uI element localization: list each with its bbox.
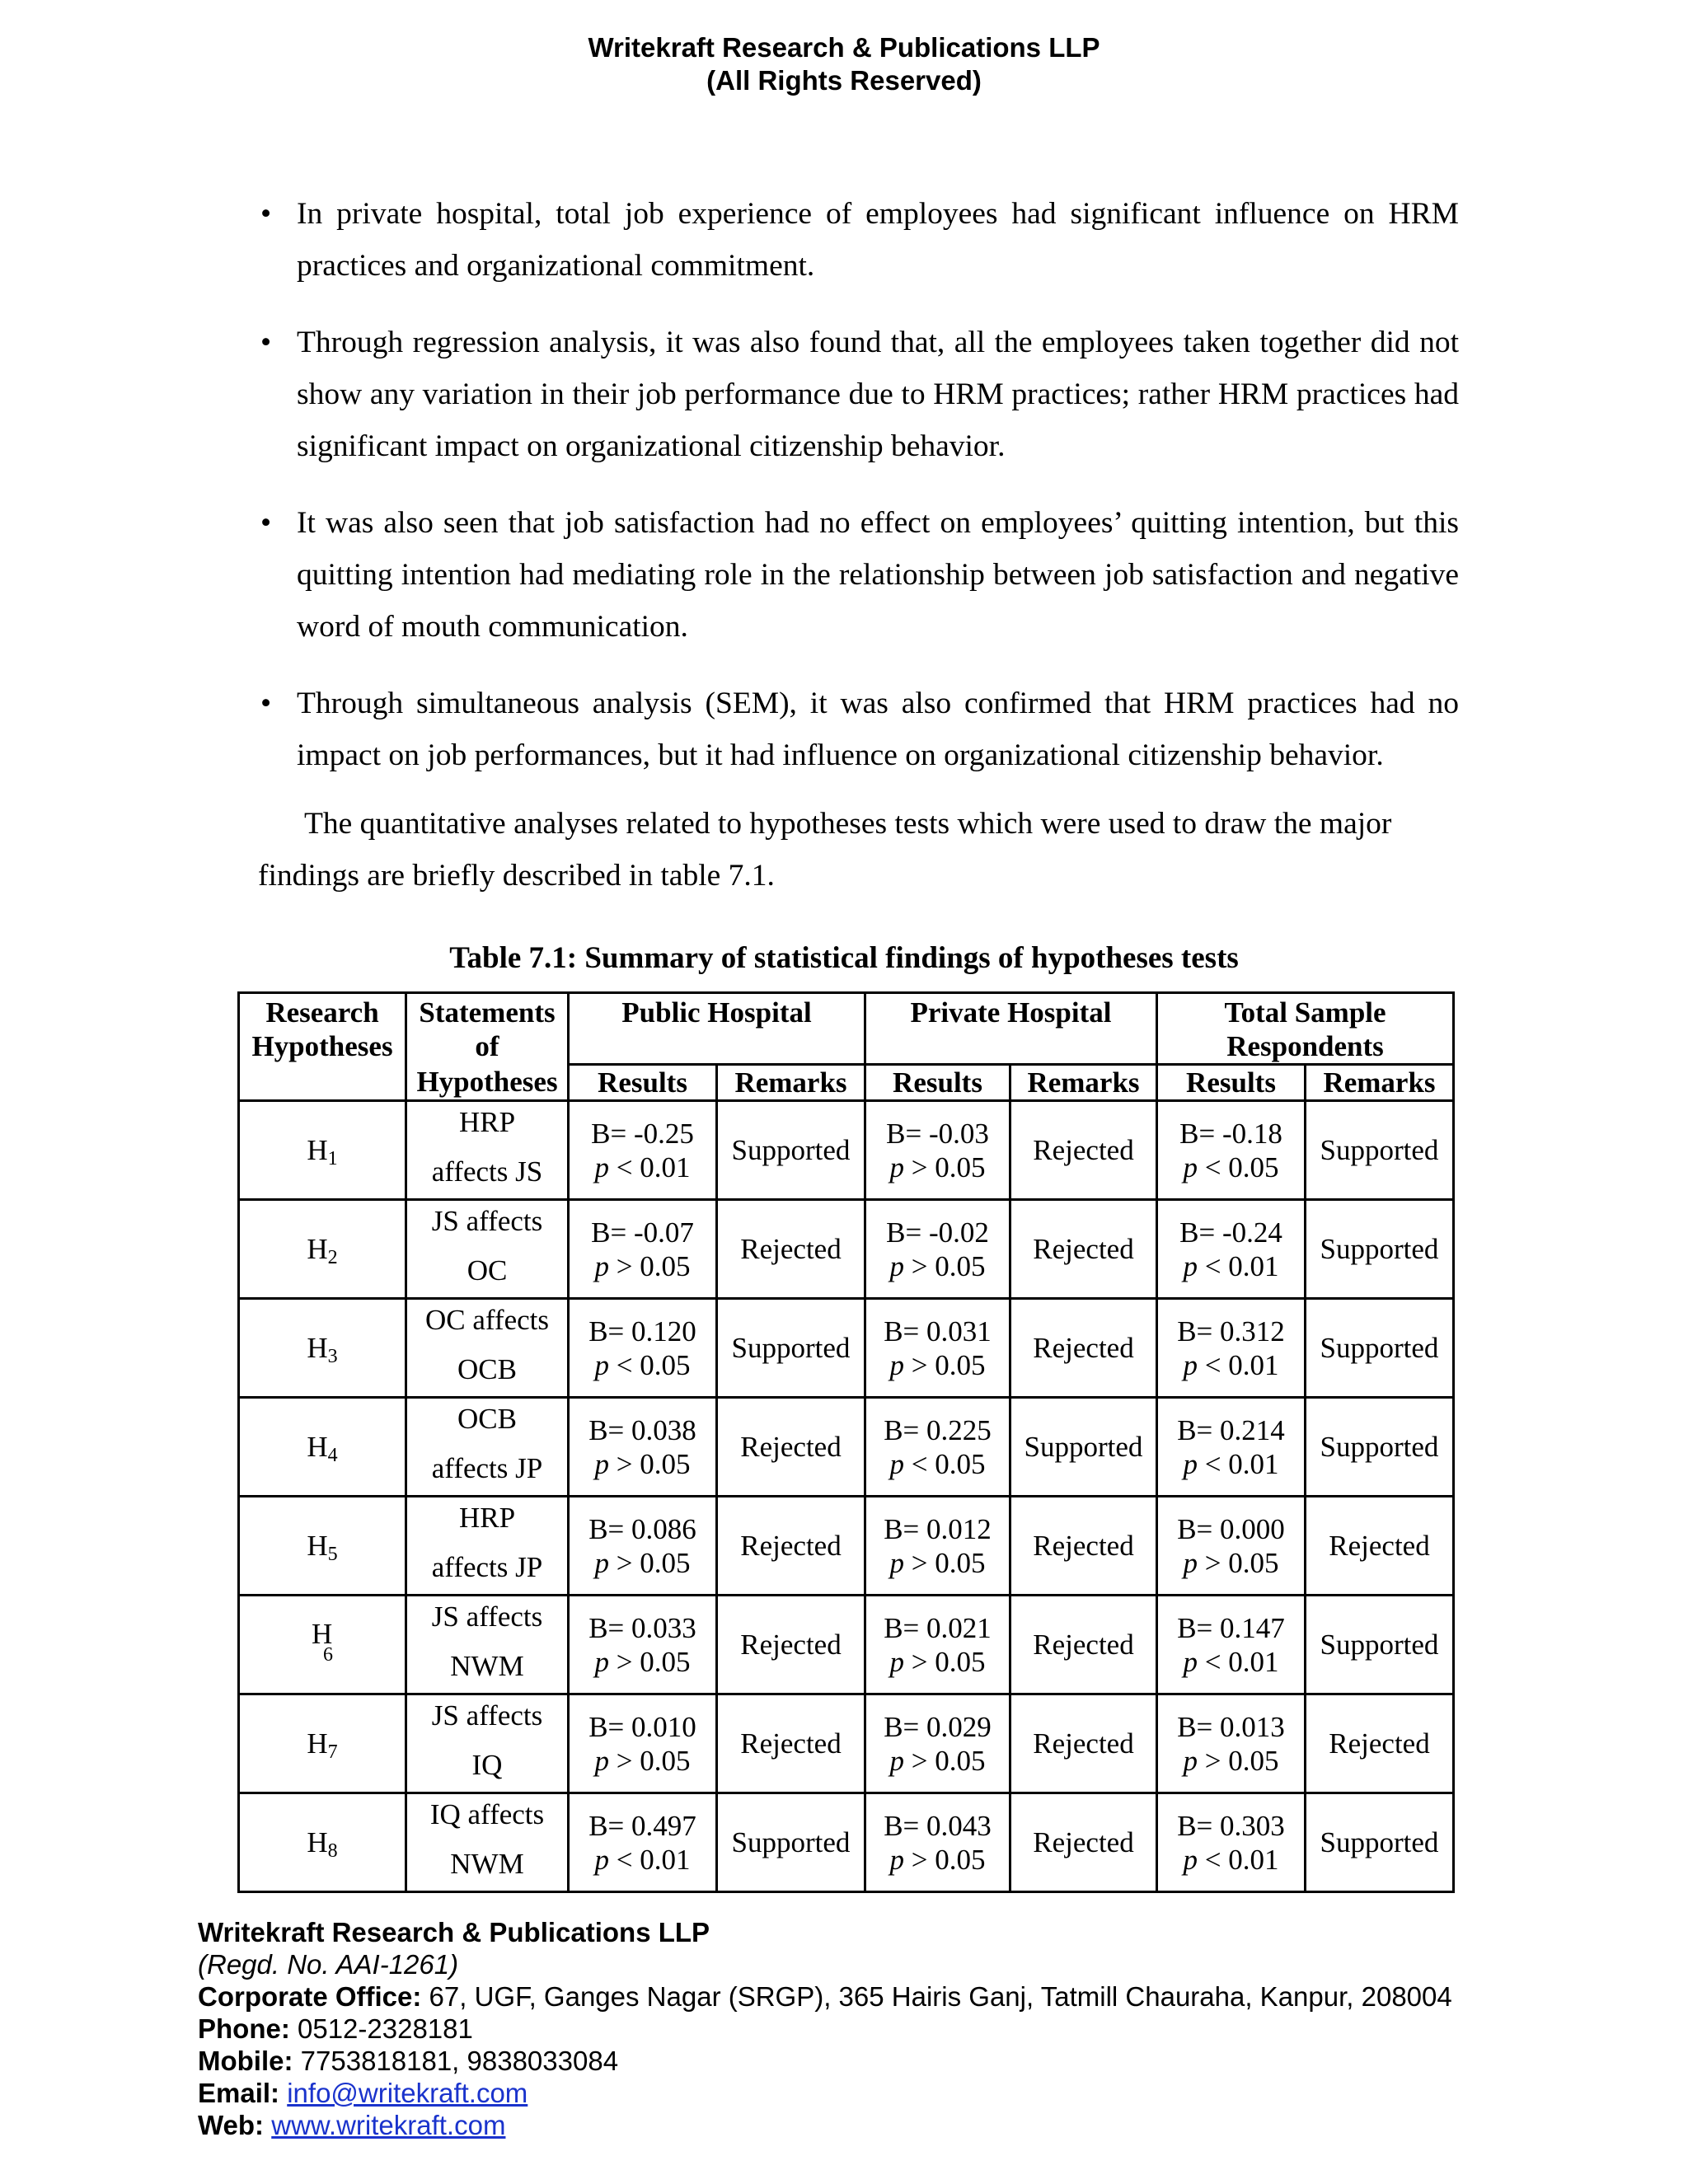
result-cell — [569, 1497, 717, 1596]
hypothesis-cell — [239, 1398, 406, 1497]
statement-cell: OCB affects JP — [406, 1398, 569, 1497]
remark-cell: Supported — [1306, 1200, 1454, 1299]
result-cell — [865, 1497, 1010, 1596]
table-row — [239, 1497, 1454, 1596]
result-cell — [1157, 1200, 1306, 1299]
result-cell — [865, 1596, 1010, 1694]
result-cell — [1157, 1793, 1306, 1892]
header-results: Results — [569, 1065, 717, 1101]
p-value: p > 0.05 — [594, 1447, 691, 1480]
header-private-hospital: Private Hospital — [865, 993, 1157, 1065]
result-cell — [1157, 1398, 1306, 1497]
page-footer — [198, 1916, 1665, 2141]
statement-cell: JS affects NWM — [406, 1596, 569, 1694]
result-cell — [1157, 1694, 1306, 1793]
findings-bullet-list — [260, 188, 1459, 799]
p-value: p < 0.01 — [594, 1843, 691, 1876]
hypothesis-cell — [239, 1694, 406, 1793]
remark-cell: Supported — [1306, 1101, 1454, 1200]
footer-company: Writekraft Research & Publications LLP — [198, 1917, 710, 1947]
result-cell — [569, 1596, 717, 1694]
remark-cell: Rejected — [1010, 1299, 1157, 1398]
p-value: p > 0.05 — [889, 1744, 986, 1777]
p-value: p > 0.05 — [594, 1546, 691, 1579]
page-header — [0, 31, 1688, 97]
bullet-text: Through simultaneous analysis (SEM), it was also confirmed that HRM practices had no impact on job performances, but it had influence on organizational citizenship behavior. — [297, 687, 1459, 772]
header-remarks: Remarks — [717, 1065, 865, 1101]
result-cell — [1157, 1596, 1306, 1694]
header-company: Writekraft Research & Publications LLP — [588, 32, 1100, 63]
remark-cell: Rejected — [1010, 1497, 1157, 1596]
header-remarks: Remarks — [1306, 1065, 1454, 1101]
p-value: p > 0.05 — [1183, 1744, 1279, 1777]
beta-value: B= -0.25 — [591, 1117, 694, 1150]
header-hypotheses: Hypotheses — [406, 1065, 569, 1101]
p-value: p > 0.05 — [889, 1348, 986, 1381]
footer-phone: 0512-2328181 — [289, 2013, 473, 2044]
beta-value: B= 0.303 — [1177, 1809, 1285, 1842]
result-cell — [569, 1200, 717, 1299]
beta-value: B= -0.24 — [1179, 1216, 1282, 1249]
bullet-icon: • — [260, 687, 272, 720]
table-row — [239, 1101, 1454, 1200]
hypothesis-id: $H_3$ — [307, 1332, 338, 1367]
table-row — [239, 1596, 1454, 1694]
header-remarks: Remarks — [1010, 1065, 1157, 1101]
beta-value: B= 0.021 — [884, 1611, 992, 1644]
beta-value: B= 0.497 — [588, 1809, 696, 1842]
header-results: Results — [1157, 1065, 1306, 1101]
header-results: Results — [865, 1065, 1010, 1101]
beta-value: B= -0.02 — [886, 1216, 989, 1249]
bullet-item — [260, 316, 1459, 472]
table-row — [239, 1299, 1454, 1398]
beta-value: B= 0.086 — [588, 1512, 696, 1545]
p-value: p > 0.05 — [889, 1843, 986, 1876]
beta-value: B= 0.312 — [1177, 1315, 1285, 1347]
result-cell — [1157, 1497, 1306, 1596]
header-research-hypotheses: Research Hypotheses — [239, 993, 406, 1065]
remark-cell: Rejected — [717, 1497, 865, 1596]
p-value: p < 0.01 — [594, 1151, 691, 1183]
footer-web-label: Web: — [198, 2110, 265, 2140]
p-value: p < 0.01 — [1183, 1447, 1279, 1480]
remark-cell: Supported — [1306, 1596, 1454, 1694]
beta-value: B= 0.214 — [1177, 1413, 1285, 1446]
bullet-text: Through regression analysis, it was also found that, all the employees taken together did not show any variation in their job performance due to HRM practices; rather HRM practices had significant impact on organizational citizenship behavior. — [297, 326, 1459, 463]
bullet-text: In private hospital, total job experience of employees had significant influence on HRM practices and organizational commitment. — [297, 197, 1459, 283]
footer-web-link[interactable]: www.writekraft.com — [271, 2110, 506, 2140]
p-value: p < 0.01 — [1183, 1348, 1279, 1381]
beta-value: B= 0.010 — [588, 1710, 696, 1743]
bullet-item — [260, 188, 1459, 292]
footer-registration: (Regd. No. AAI-1261) — [198, 1949, 459, 1980]
beta-value: B= 0.033 — [588, 1611, 696, 1644]
hypothesis-id: $H_5$ — [307, 1530, 338, 1565]
hypothesis-id: $H_8$ — [307, 1826, 338, 1862]
result-cell — [569, 1398, 717, 1497]
result-cell — [865, 1793, 1010, 1892]
p-value: p < 0.05 — [889, 1447, 986, 1480]
beta-value: B= 0.029 — [884, 1710, 992, 1743]
hypothesis-id: H 6 — [312, 1617, 333, 1666]
result-cell — [865, 1398, 1010, 1497]
beta-value: B= 0.013 — [1177, 1710, 1285, 1743]
hypothesis-id: $H_1$ — [307, 1134, 338, 1169]
result-cell — [865, 1299, 1010, 1398]
header-rights: (All Rights Reserved) — [706, 65, 982, 96]
bullet-item — [260, 677, 1459, 781]
p-value: p > 0.05 — [594, 1249, 691, 1282]
p-value: p < 0.05 — [594, 1348, 691, 1381]
hypothesis-cell — [239, 1596, 406, 1694]
p-value: p < 0.05 — [1183, 1151, 1279, 1183]
p-value: p < 0.01 — [1183, 1645, 1279, 1678]
table-body — [239, 1101, 1454, 1892]
p-value: p > 0.05 — [594, 1645, 691, 1678]
result-cell — [569, 1101, 717, 1200]
beta-value: B= -0.03 — [886, 1117, 989, 1150]
table-caption: Table 7.1: Summary of statistical findings of hypotheses tests — [449, 941, 1239, 975]
beta-value: B= 0.225 — [884, 1413, 992, 1446]
beta-value: B= 0.043 — [884, 1809, 992, 1842]
remark-cell: Supported — [717, 1793, 865, 1892]
header-research-continued — [239, 1065, 406, 1101]
bullet-icon: • — [260, 197, 272, 231]
hypothesis-id: $H_4$ — [307, 1431, 338, 1466]
result-cell — [865, 1101, 1010, 1200]
remark-cell: Supported — [1306, 1398, 1454, 1497]
remark-cell: Rejected — [717, 1694, 865, 1793]
remark-cell: Rejected — [717, 1596, 865, 1694]
p-value: p > 0.05 — [889, 1249, 986, 1282]
result-cell — [865, 1694, 1010, 1793]
statement-cell: IQ affects NWM — [406, 1793, 569, 1892]
p-value: p < 0.01 — [1183, 1843, 1279, 1876]
remark-cell: Rejected — [717, 1398, 865, 1497]
table-row — [239, 1398, 1454, 1497]
result-cell — [1157, 1101, 1306, 1200]
bullet-item — [260, 497, 1459, 653]
footer-email-label: Email: — [198, 2078, 280, 2108]
statement-cell: HRP affects JS — [406, 1101, 569, 1200]
remark-cell: Rejected — [1010, 1200, 1157, 1299]
paragraph-text: The quantitative analyses related to hypotheses tests which were used to draw the major findings are briefly described in table 7.1. — [258, 807, 1392, 893]
remark-cell: Rejected — [1010, 1596, 1157, 1694]
p-value: p > 0.05 — [889, 1645, 986, 1678]
p-value: p < 0.01 — [1183, 1249, 1279, 1282]
remark-cell: Supported — [1306, 1299, 1454, 1398]
table-row — [239, 1694, 1454, 1793]
hypothesis-cell — [239, 1793, 406, 1892]
hypothesis-id: $H_2$ — [307, 1233, 338, 1268]
result-cell — [865, 1200, 1010, 1299]
remark-cell: Rejected — [1010, 1101, 1157, 1200]
bullet-icon: • — [260, 506, 272, 540]
statement-cell: JS affects IQ — [406, 1694, 569, 1793]
hypothesis-id: $H_7$ — [307, 1727, 338, 1763]
remark-cell: Rejected — [1010, 1793, 1157, 1892]
footer-office-label: Corporate Office: — [198, 1981, 422, 2012]
beta-value: B= -0.07 — [591, 1216, 694, 1249]
footer-phone-label: Phone: — [198, 2013, 290, 2044]
hypothesis-cell — [239, 1299, 406, 1398]
footer-email-link[interactable]: info@writekraft.com — [287, 2078, 528, 2108]
beta-value: B= -0.18 — [1179, 1117, 1282, 1150]
remark-cell: Rejected — [1306, 1497, 1454, 1596]
hypotheses-table — [237, 991, 1455, 1893]
table-row — [239, 1200, 1454, 1299]
p-value: p > 0.05 — [1183, 1546, 1279, 1579]
remark-cell: Supported — [717, 1299, 865, 1398]
remark-cell: Supported — [1306, 1793, 1454, 1892]
beta-value: B= 0.000 — [1177, 1512, 1285, 1545]
result-cell — [569, 1299, 717, 1398]
result-cell — [569, 1694, 717, 1793]
p-value: p > 0.05 — [889, 1546, 986, 1579]
statement-cell: OC affects OCB — [406, 1299, 569, 1398]
hypothesis-cell — [239, 1497, 406, 1596]
remark-cell: Supported — [1010, 1398, 1157, 1497]
footer-mobile-label: Mobile: — [198, 2046, 293, 2076]
bullet-icon: • — [260, 326, 272, 359]
result-cell — [569, 1793, 717, 1892]
beta-value: B= 0.038 — [588, 1413, 696, 1446]
footer-mobile: 7753818181, 9838033084 — [293, 2046, 619, 2076]
header-public-hospital: Public Hospital — [569, 993, 865, 1065]
bullet-text: It was also seen that job satisfaction had no effect on employees’ quitting intention, but this quitting intention had mediating role in the relationship between job satisfaction and negative word of mouth communication. — [297, 506, 1459, 644]
remark-cell: Rejected — [717, 1200, 865, 1299]
table-row — [239, 1793, 1454, 1892]
statement-cell: JS affects OC — [406, 1200, 569, 1299]
footer-office: 67, UGF, Ganges Nagar (SRGP), 365 Hairis Ganj, Tatmill Chauraha, Kanpur, 208004 — [421, 1981, 1452, 2012]
hypothesis-cell — [239, 1101, 406, 1200]
intro-paragraph — [258, 798, 1461, 902]
remark-cell: Rejected — [1010, 1694, 1157, 1793]
beta-value: B= 0.147 — [1177, 1611, 1285, 1644]
statement-cell: HRP affects JP — [406, 1497, 569, 1596]
beta-value: B= 0.031 — [884, 1315, 992, 1347]
beta-value: B= 0.012 — [884, 1512, 992, 1545]
p-value: p > 0.05 — [594, 1744, 691, 1777]
header-total-sample: Total Sample Respondents — [1157, 993, 1454, 1065]
header-statements-of: Statements of — [406, 993, 569, 1065]
beta-value: B= 0.120 — [588, 1315, 696, 1347]
hypothesis-cell — [239, 1200, 406, 1299]
remark-cell: Supported — [717, 1101, 865, 1200]
p-value: p > 0.05 — [889, 1151, 986, 1183]
remark-cell: Rejected — [1306, 1694, 1454, 1793]
result-cell — [1157, 1299, 1306, 1398]
